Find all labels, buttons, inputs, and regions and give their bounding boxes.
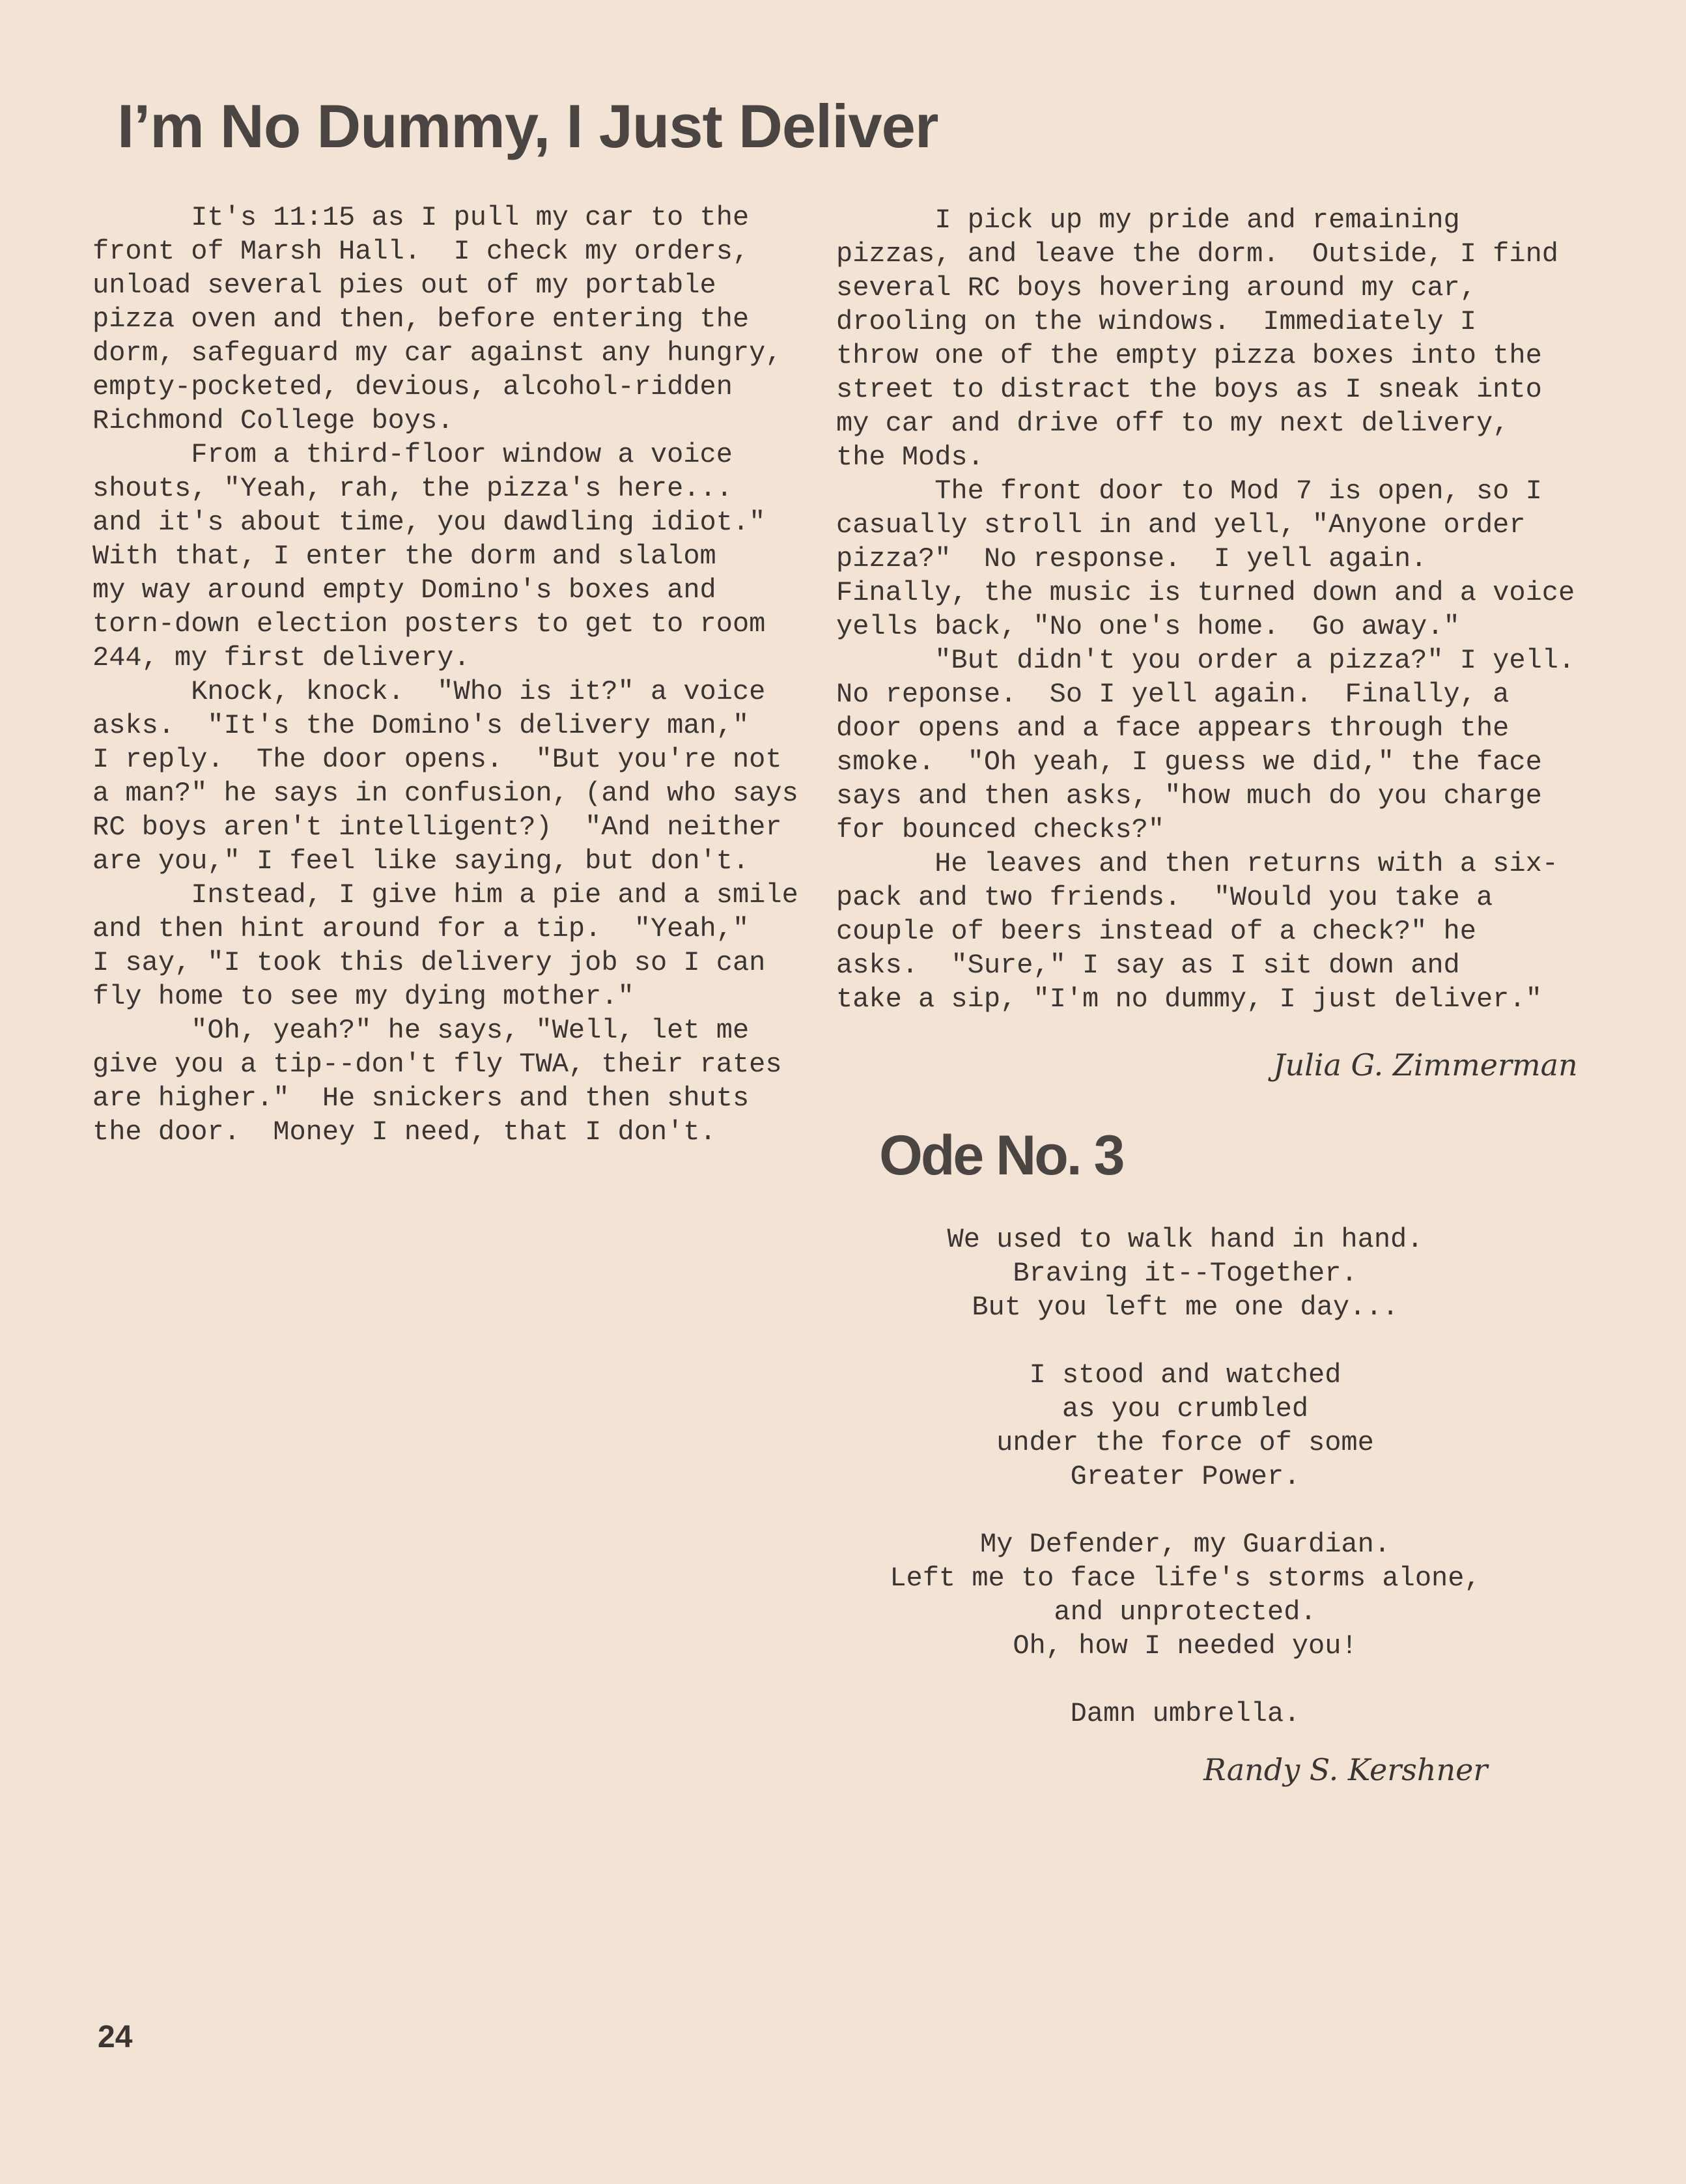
text-line: I reply. The door opens. "But you're not [92, 744, 782, 775]
text-line: drooling on the windows. Immediately I [836, 306, 1476, 337]
stanza-break [847, 1663, 1524, 1697]
text-line: Instead, I give him a pie and a smile [92, 879, 798, 911]
article-author-signature: Julia G. Zimmerman [1273, 1047, 1578, 1083]
text-line: are higher." He snickers and then shuts [92, 1083, 750, 1114]
text-line: my car and drive off to my next delivery, [836, 408, 1510, 439]
poem-line: Greater Power. [1070, 1461, 1300, 1492]
text-line: pizzas, and leave the dorm. Outside, I find [836, 238, 1558, 270]
text-line: couple of beers instead of a check?" he [836, 916, 1476, 947]
text-line: my way around empty Domino's boxes and [92, 574, 716, 606]
text-line: several RC boys hovering around my car, [836, 272, 1476, 304]
text-line: No reponse. So I yell again. Finally, a [836, 679, 1510, 710]
article-left-column [92, 201, 835, 1149]
poem-line: I stood and watched [1029, 1359, 1342, 1391]
text-line: The front door to Mod 7 is open, so I [836, 475, 1542, 507]
text-line: asks. "Sure," I say as I sit down and [836, 950, 1460, 981]
text-line: casually stroll in and yell, "Anyone order [836, 509, 1526, 541]
text-line: I pick up my pride and remaining [836, 205, 1460, 236]
text-line: 244, my first delivery. [92, 642, 470, 674]
poem-line: Oh, how I needed you! [1013, 1630, 1358, 1662]
text-line: pack and two friends. "Would you take a [836, 882, 1493, 913]
poem-line: Left me to face life's storms alone, [890, 1563, 1481, 1594]
text-line: torn-down election posters to get to room [92, 608, 766, 640]
text-line: for bounced checks?" [836, 814, 1165, 845]
text-line: are you," I feel like saying, but don't. [92, 845, 750, 877]
text-line: pizza?" No response. I yell again. [836, 543, 1427, 574]
text-line: yells back, "No one's home. Go away." [836, 611, 1460, 642]
text-line: street to distract the boys as I sneak into [836, 374, 1542, 405]
poem-line: But you left me one day... [972, 1292, 1399, 1323]
text-line: Knock, knock. "Who is it?" a voice [92, 676, 766, 707]
text-line: the Mods. [836, 442, 984, 473]
text-line: I say, "I took this delivery job so I can [92, 947, 766, 978]
poem-line: We used to walk hand in hand. [947, 1224, 1424, 1255]
text-line: asks. "It's the Domino's delivery man," [92, 710, 750, 741]
poem-body [847, 1223, 1524, 1731]
text-line: throw one of the empty pizza boxes into the [836, 340, 1542, 371]
text-line: With that, I enter the dorm and slalom [92, 541, 716, 572]
stanza-break [847, 1494, 1524, 1527]
text-line: It's 11:15 as I pull my car to the [92, 202, 750, 233]
text-line: pizza oven and then, before entering the [92, 304, 750, 335]
text-line: fly home to see my dying mother." [92, 981, 634, 1012]
text-line: front of Marsh Hall. I check my orders, [92, 236, 750, 267]
text-line: the door. Money I need, that I don't. [92, 1116, 716, 1148]
poem-line: Damn umbrella. [1070, 1698, 1300, 1729]
stanza-break [847, 1324, 1524, 1358]
page-number: 24 [98, 2020, 133, 2054]
poem-line: under the force of some [996, 1427, 1374, 1458]
text-line: a man?" he says in confusion, (and who says [92, 778, 798, 809]
text-line: says and then asks, "how much do you charge [836, 780, 1542, 812]
poem-author-signature: Randy S. Kershner [1203, 1752, 1488, 1787]
text-line: and it's about time, you dawdling idiot." [92, 507, 766, 538]
text-line: Richmond College boys. [92, 405, 454, 436]
text-line: smoke. "Oh yeah, I guess we did," the face [836, 746, 1542, 778]
text-line: give you a tip--don't fly TWA, their rates [92, 1049, 782, 1080]
text-line: and then hint around for a tip. "Yeah," [92, 913, 750, 944]
text-line: shouts, "Yeah, rah, the pizza's here... [92, 473, 733, 504]
article-title: I’m No Dummy, I Just Deliver [117, 92, 938, 160]
text-line: unload several pies out of my portable [92, 270, 716, 301]
text-line: He leaves and then returns with a six- [836, 848, 1558, 879]
text-line: "Oh, yeah?" he says, "Well, let me [92, 1015, 750, 1046]
text-line: From a third-floor window a voice [92, 439, 733, 470]
poem-line: as you crumbled [1061, 1393, 1309, 1425]
poem-title: Ode No. 3 [879, 1124, 1123, 1187]
text-line: door opens and a face appears through the [836, 713, 1510, 744]
article-right-column [836, 203, 1637, 1016]
poem-line: My Defender, my Guardian. [979, 1529, 1391, 1560]
text-line: RC boys aren't intelligent?) "And neither [92, 812, 782, 843]
poem-line: Braving it--Together. [1013, 1258, 1358, 1289]
text-line: dorm, safeguard my car against any hungry, [92, 337, 782, 369]
text-line: "But didn't you order a pizza?" I yell. [836, 645, 1575, 676]
text-line: take a sip, "I'm no dummy, I just deliver." [836, 984, 1542, 1015]
text-line: Finally, the music is turned down and a voice [836, 577, 1575, 608]
text-line: empty-pocketed, devious, alcohol-ridden [92, 371, 733, 403]
poem-line: and unprotected. [1054, 1596, 1317, 1628]
